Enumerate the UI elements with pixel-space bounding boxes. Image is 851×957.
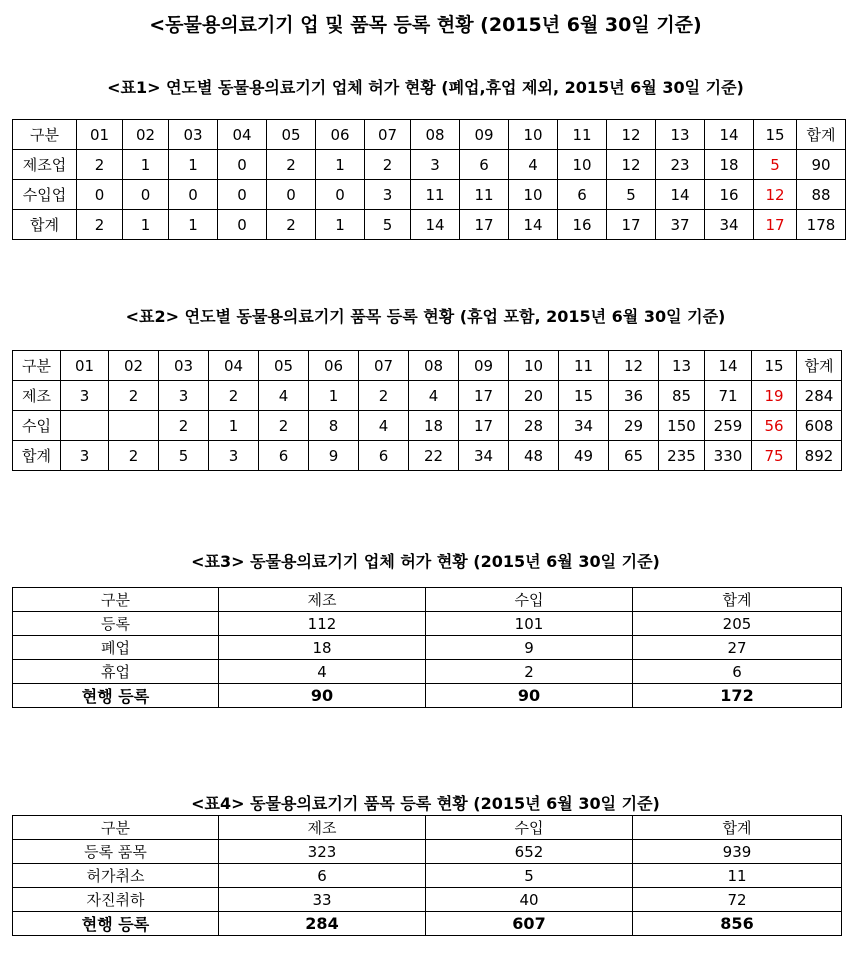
table-row [13,411,842,441]
table-cell: 2 [159,411,209,441]
table-row [13,381,842,411]
table-header-cell: 제조 [219,588,426,612]
table-cell: 34 [559,411,609,441]
table-header-cell: 04 [209,351,259,381]
table-cell: 3 [209,441,259,471]
table-cell: 1 [309,381,359,411]
table-cell: 2 [267,150,316,180]
table2-caption: <표2> 연도별 동물용의료기기 품목 등록 현황 (휴업 포함, 2015년 6월 30일 기준) [125,307,726,326]
table-cell: 4 [359,411,409,441]
table-header-cell: 06 [316,120,365,150]
table-cell: 65 [609,441,659,471]
row-label: 수입업 [13,180,77,210]
table-row [13,660,842,684]
table-cell: 71 [705,381,752,411]
table3-caption: <표3> 동물용의료기기 업체 허가 현황 (2015년 6월 30일 기준) [191,552,660,571]
table-header-cell: 02 [109,351,159,381]
table-cell: 4 [219,660,426,684]
table-cell: 2 [359,381,409,411]
table-header-cell: 11 [558,120,607,150]
table-header-cell: 11 [559,351,609,381]
table-header-cell: 수입 [426,816,633,840]
table-header-cell: 13 [659,351,705,381]
table-cell: 235 [659,441,705,471]
table-cell: 27 [633,636,842,660]
table-cell: 28 [509,411,559,441]
table-cell: 11 [460,180,509,210]
table-cell: 2 [77,210,123,240]
table-row [13,441,842,471]
table-cell: 3 [61,381,109,411]
table-cell: 4 [259,381,309,411]
table-cell: 5 [159,441,209,471]
table-cell: 0 [218,210,267,240]
table-cell: 1 [169,210,218,240]
table-cell: 14 [411,210,460,240]
table-cell: 22 [409,441,459,471]
table-header-cell: 07 [359,351,409,381]
row-label: 현행 등록 [13,684,219,708]
table-header-cell: 12 [609,351,659,381]
table-cell: 607 [426,912,633,936]
table-cell: 5 [607,180,656,210]
table-cell: 5 [365,210,411,240]
table-cell: 6 [259,441,309,471]
table-cell [109,411,159,441]
table-cell: 3 [159,381,209,411]
table-cell: 17 [459,381,509,411]
table-header-cell: 10 [509,351,559,381]
table-row [13,912,842,936]
row-label: 휴업 [13,660,219,684]
table-cell: 0 [316,180,365,210]
table-header-cell: 02 [123,120,169,150]
table-cell: 17 [459,411,509,441]
table-cell: 72 [633,888,842,912]
table-cell: 856 [633,912,842,936]
table-cell: 20 [509,381,559,411]
table-cell: 101 [426,612,633,636]
table1 [12,119,846,240]
table-header-cell: 구분 [13,816,219,840]
table-cell: 1 [123,210,169,240]
highlighted-cell: 5 [754,150,797,180]
table-cell: 2 [109,381,159,411]
table-header-cell: 합계 [797,351,842,381]
table-row [13,150,846,180]
table-cell: 34 [459,441,509,471]
table-header-cell: 13 [656,120,705,150]
table-row [13,840,842,864]
table-cell: 1 [209,411,259,441]
table-header-cell: 구분 [13,120,77,150]
table-cell: 10 [558,150,607,180]
table-cell: 17 [607,210,656,240]
table-header-cell: 수입 [426,588,633,612]
table-row [13,180,846,210]
table3 [12,587,842,708]
table-header-cell: 14 [705,351,752,381]
row-label: 합계 [13,210,77,240]
table-header-cell: 15 [752,351,797,381]
table-header-cell: 구분 [13,588,219,612]
table-header-cell: 04 [218,120,267,150]
table-header-cell: 07 [365,120,411,150]
row-label: 등록 [13,612,219,636]
row-label: 자진취하 [13,888,219,912]
table-cell: 6 [558,180,607,210]
highlighted-cell: 12 [754,180,797,210]
table-cell: 49 [559,441,609,471]
table2-header-row [13,351,842,381]
row-label: 제조 [13,381,61,411]
table-cell: 1 [316,210,365,240]
table-header-cell: 합계 [633,816,842,840]
table-cell: 330 [705,441,752,471]
table-cell: 0 [169,180,218,210]
table-cell: 48 [509,441,559,471]
table-cell [61,411,109,441]
highlighted-cell: 17 [754,210,797,240]
table-row [13,684,842,708]
table-header-cell: 03 [159,351,209,381]
table-cell: 14 [656,180,705,210]
table-cell: 2 [365,150,411,180]
table-cell: 3 [411,150,460,180]
table-cell: 172 [633,684,842,708]
highlighted-cell: 75 [752,441,797,471]
table-header-cell: 12 [607,120,656,150]
table-header-cell: 구분 [13,351,61,381]
table-cell: 4 [409,381,459,411]
table2 [12,350,842,471]
table-header-cell: 10 [509,120,558,150]
table-cell: 23 [656,150,705,180]
table-cell: 10 [509,180,558,210]
table-cell: 652 [426,840,633,864]
table4 [12,815,842,936]
table-cell: 150 [659,411,705,441]
table-cell: 37 [656,210,705,240]
table-header-cell: 05 [259,351,309,381]
table-cell: 0 [77,180,123,210]
table-cell: 15 [559,381,609,411]
table-cell: 6 [633,660,842,684]
table-cell: 112 [219,612,426,636]
table-cell: 9 [309,441,359,471]
table-cell: 2 [109,441,159,471]
table-cell: 85 [659,381,705,411]
table-header-cell: 01 [77,120,123,150]
table-cell: 8 [309,411,359,441]
table-cell: 29 [609,411,659,441]
table-cell: 1 [169,150,218,180]
row-label: 수입 [13,411,61,441]
table-cell: 12 [607,150,656,180]
table-header-cell: 05 [267,120,316,150]
table-cell: 11 [411,180,460,210]
table-row [13,636,842,660]
table-cell: 4 [509,150,558,180]
table-header-cell: 01 [61,351,109,381]
table-row [13,612,842,636]
table-cell: 939 [633,840,842,864]
total-cell: 90 [797,150,846,180]
table-cell: 5 [426,864,633,888]
table-cell: 6 [359,441,409,471]
table-cell: 18 [409,411,459,441]
table1-header-row [13,120,846,150]
table-header-cell: 09 [460,120,509,150]
total-cell: 284 [797,381,842,411]
table-cell: 2 [267,210,316,240]
table-cell: 284 [219,912,426,936]
table-cell: 0 [267,180,316,210]
table-cell: 16 [705,180,754,210]
row-label: 허가취소 [13,864,219,888]
table-header-cell: 15 [754,120,797,150]
table-cell: 2 [209,381,259,411]
table-cell: 3 [61,441,109,471]
table-cell: 3 [365,180,411,210]
table-header-cell: 03 [169,120,218,150]
total-cell: 178 [797,210,846,240]
table-header-cell: 06 [309,351,359,381]
table-cell: 36 [609,381,659,411]
table-cell: 0 [218,150,267,180]
table-cell: 34 [705,210,754,240]
table-cell: 40 [426,888,633,912]
row-label: 등록 품목 [13,840,219,864]
row-label: 폐업 [13,636,219,660]
table1-caption: <표1> 연도별 동물용의료기기 업체 허가 현황 (폐업,휴업 제외, 2015년 6월 30일 기준) [107,78,744,97]
total-cell: 88 [797,180,846,210]
table-cell: 6 [219,864,426,888]
table-cell: 11 [633,864,842,888]
table-header-cell: 제조 [219,816,426,840]
table-cell: 2 [426,660,633,684]
table-cell: 323 [219,840,426,864]
table-cell: 2 [77,150,123,180]
table-header-cell: 08 [411,120,460,150]
table-cell: 17 [460,210,509,240]
table-cell: 259 [705,411,752,441]
table-cell: 1 [316,150,365,180]
table-header-cell: 09 [459,351,509,381]
table-header-cell: 합계 [797,120,846,150]
table-cell: 90 [219,684,426,708]
table-cell: 0 [123,180,169,210]
table-cell: 16 [558,210,607,240]
total-cell: 608 [797,411,842,441]
page-title: <동물용의료기기 업 및 품목 등록 현황 (2015년 6월 30일 기준) [149,14,702,36]
table-row [13,864,842,888]
table-cell: 1 [123,150,169,180]
table-header-cell: 14 [705,120,754,150]
table4-caption: <표4> 동물용의료기기 품목 등록 현황 (2015년 6월 30일 기준) [191,794,660,813]
table-cell: 6 [460,150,509,180]
total-cell: 892 [797,441,842,471]
row-label: 현행 등록 [13,912,219,936]
table-cell: 2 [259,411,309,441]
table-cell: 205 [633,612,842,636]
table-cell: 90 [426,684,633,708]
table-cell: 18 [219,636,426,660]
highlighted-cell: 56 [752,411,797,441]
table-header-cell: 합계 [633,588,842,612]
row-label: 합계 [13,441,61,471]
table-cell: 0 [218,180,267,210]
table-cell: 9 [426,636,633,660]
table-cell: 18 [705,150,754,180]
table-row [13,210,846,240]
table4-header-row [13,816,842,840]
table-header-cell: 08 [409,351,459,381]
table-cell: 33 [219,888,426,912]
highlighted-cell: 19 [752,381,797,411]
table-row [13,888,842,912]
row-label: 제조업 [13,150,77,180]
table3-header-row [13,588,842,612]
table-cell: 14 [509,210,558,240]
